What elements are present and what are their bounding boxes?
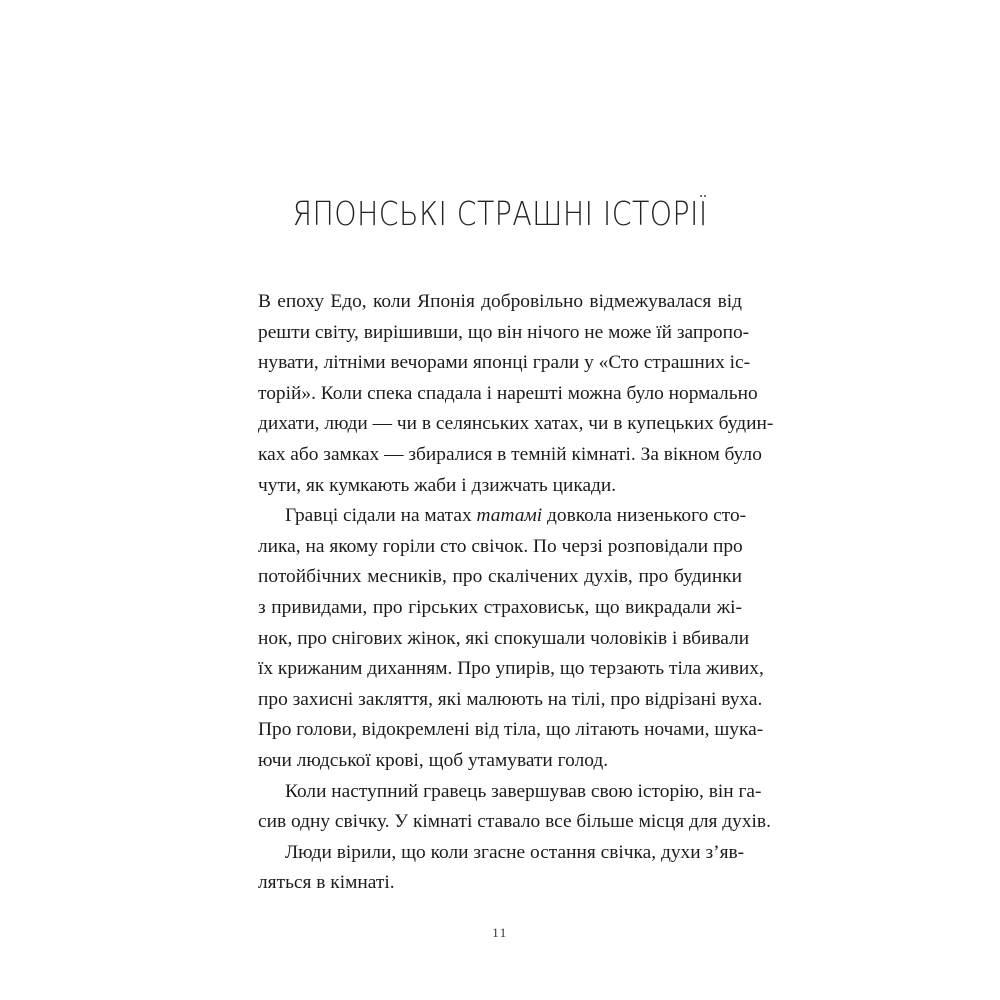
- italic-term: татамі: [476, 505, 543, 527]
- text-line: Коли наступний гравець завершував свою історію, він га-: [285, 780, 762, 802]
- text-run: довкола низенького сто-: [542, 505, 747, 527]
- paragraph-2: [258, 501, 764, 776]
- text-line: чути, як кумкають жаби і дзижчать цикади.: [258, 474, 617, 496]
- text-line: решти світу, вирішивши, що він нічого не може їй запропо-: [258, 321, 750, 343]
- text-line: про захисні закляття, які малюють на тілі, про відрізані вуха.: [258, 688, 763, 710]
- text-line-with-italic: [258, 501, 747, 532]
- text-line: сив одну свічку. У кімнаті ставало все більше місця для духів.: [258, 811, 771, 833]
- paragraph-3: [258, 777, 771, 838]
- text-line: нувати, літніми вечорами японці грали у «Сто страшних іс-: [258, 352, 751, 374]
- text-line: ках або замках — збиралися в темній кімнаті. За вікном було: [258, 443, 762, 465]
- text-line: їх крижаним диханням. Про упирів, що терзають тіла живих,: [258, 658, 764, 680]
- paragraph-1: [258, 287, 774, 501]
- page-number: 11: [492, 925, 508, 940]
- text-line: В епоху Едо, коли Японія добровільно відмежувалася від: [258, 291, 742, 312]
- chapter-title: ЯПОНСЬКІ СТРАШНІ ІСТОРІЇ: [292, 194, 708, 233]
- paragraph-4: [258, 838, 745, 899]
- text-run: Гравці сідали на матах: [285, 505, 477, 527]
- text-line: торій». Коли спека спадала і нарешті можна було нормально: [258, 382, 758, 404]
- text-line: з привидами, про гірських страховиськ, що викрадали жі-: [258, 596, 742, 618]
- text-line: нок, про снігових жінок, які спокушали чоловіків і вбивали: [258, 627, 750, 649]
- text-line: дихати, люди — чи в селянських хатах, чи в купецьких будин-: [258, 413, 774, 435]
- text-line: ючи людської крові, щоб утамувати голод.: [258, 749, 609, 771]
- text-line: Люди вірили, що коли згасне остання свічка, духи з’яв-: [285, 841, 745, 863]
- body-text: [258, 287, 774, 899]
- text-line: Про голови, відокремлені від тіла, що літають ночами, шука-: [258, 719, 764, 741]
- text-line: ляться в кімнаті.: [258, 872, 395, 894]
- text-line: лика, на якому горіли сто свічок. По черзі розповідали про: [258, 535, 743, 557]
- text-line: потойбічних месників, про скалічених духів, про будинки: [258, 566, 742, 588]
